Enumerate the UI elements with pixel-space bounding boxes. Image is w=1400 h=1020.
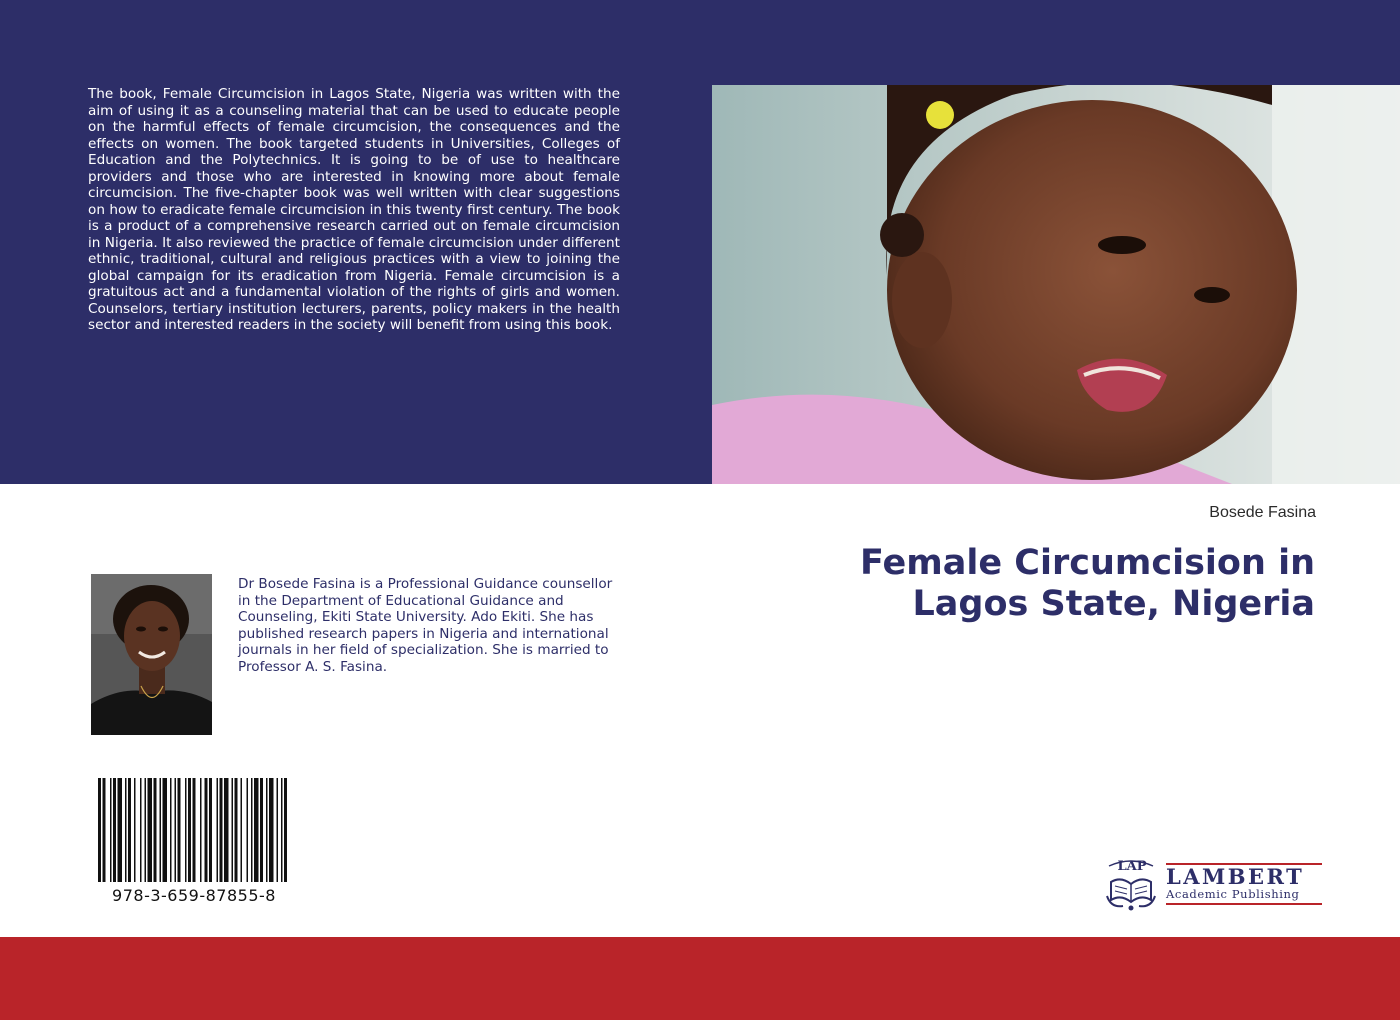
barcode-bar	[241, 778, 243, 882]
barcode-bar	[266, 778, 268, 882]
barcode-bar	[188, 778, 191, 882]
barcode-bar	[220, 778, 223, 882]
barcode-bar	[200, 778, 202, 882]
back-cover-blurb: The book, Female Circumcision in Lagos State, Nigeria was written with the aim of using it as a counseling material that can be used to educate people on the harmful effects of female circumcision, the consequences and the effects on women. The book targeted students in Universities, Colleges of Education and the Polytechnics. It is going to be of use to healthcare providers and those who are interested in knowing more about female circumcision. The five-chapter book was well written with clear suggestions on how to eradicate female circumcision in this twenty first century. The book is a product of a comprehensive research carried out on female circumcision in Nigeria. It also reviewed the practice of female circumcision under different ethnic, traditional, cultural and religious practices with a view to joining the global campaign for its eradication from Nigeria. Female circumcision is a gratuitous act and a fundamental violation of the rights of girls and women. Counselors, tertiary institution lecturers, parents, policy makers in the health sector and interested readers in the society will benefit from using this book.	[88, 86, 620, 333]
bottom-stripe	[0, 937, 1400, 1020]
barcode-bar	[224, 778, 229, 882]
barcode-bar	[145, 778, 147, 882]
publisher-subtitle: Academic Publishing	[1166, 887, 1300, 901]
barcode-bar	[284, 778, 287, 882]
barcode-bar	[148, 778, 153, 882]
isbn-number: 978-3-659-87855-8	[112, 886, 276, 905]
barcode-bar	[175, 778, 177, 882]
barcode-bar	[98, 778, 101, 882]
barcode-bar	[217, 778, 219, 882]
publisher-rule-bottom	[1166, 903, 1322, 905]
book-title	[795, 543, 1315, 625]
barcode-bar	[178, 778, 181, 882]
barcode-bar	[247, 778, 249, 882]
author-photo	[91, 574, 212, 735]
barcode-bar	[140, 778, 142, 882]
isbn-barcode	[96, 778, 292, 884]
barcode-bar	[205, 778, 208, 882]
barcode-bar	[134, 778, 136, 882]
barcode-bar	[251, 778, 253, 882]
publisher-name: LAMBERT	[1166, 864, 1305, 889]
author-name: Bosede Fasina	[1209, 504, 1316, 521]
barcode-bar	[209, 778, 212, 882]
author-bio: Dr Bosede Fasina is a Professional Guidance counsellor in the Department of Educational Guidance and Counseling, Ekiti State University. Ado Ekiti. She has published research papers in Nigeria and international journals in her field of specialization. She is married to Professor A. S. Fasina.	[238, 576, 613, 675]
barcode-bar	[118, 778, 123, 882]
book-title-line-2: Lagos State, Nigeria	[912, 584, 1315, 624]
barcode-bar	[113, 778, 116, 882]
barcode-bar	[235, 778, 238, 882]
barcode-bar	[260, 778, 263, 882]
barcode-bar	[254, 778, 259, 882]
barcode-bar	[160, 778, 162, 882]
barcode-bar	[193, 778, 196, 882]
barcode-bar	[170, 778, 172, 882]
open-book-emblem-icon	[1103, 856, 1159, 912]
barcode-bar	[269, 778, 274, 882]
barcode-bar	[232, 778, 234, 882]
publisher-logo	[1103, 856, 1325, 914]
barcode-bar	[128, 778, 131, 882]
barcode-bar	[277, 778, 279, 882]
publisher-emblem-letters: LAP	[1117, 859, 1147, 874]
cover-photo	[712, 85, 1400, 484]
barcode-bar	[125, 778, 127, 882]
barcode-bar	[185, 778, 187, 882]
barcode-bar	[103, 778, 106, 882]
barcode-bar	[281, 778, 283, 882]
barcode-bar	[163, 778, 168, 882]
barcode-bar	[154, 778, 157, 882]
barcode-bar	[110, 778, 112, 882]
book-title-line-1: Female Circumcision in	[860, 543, 1315, 583]
